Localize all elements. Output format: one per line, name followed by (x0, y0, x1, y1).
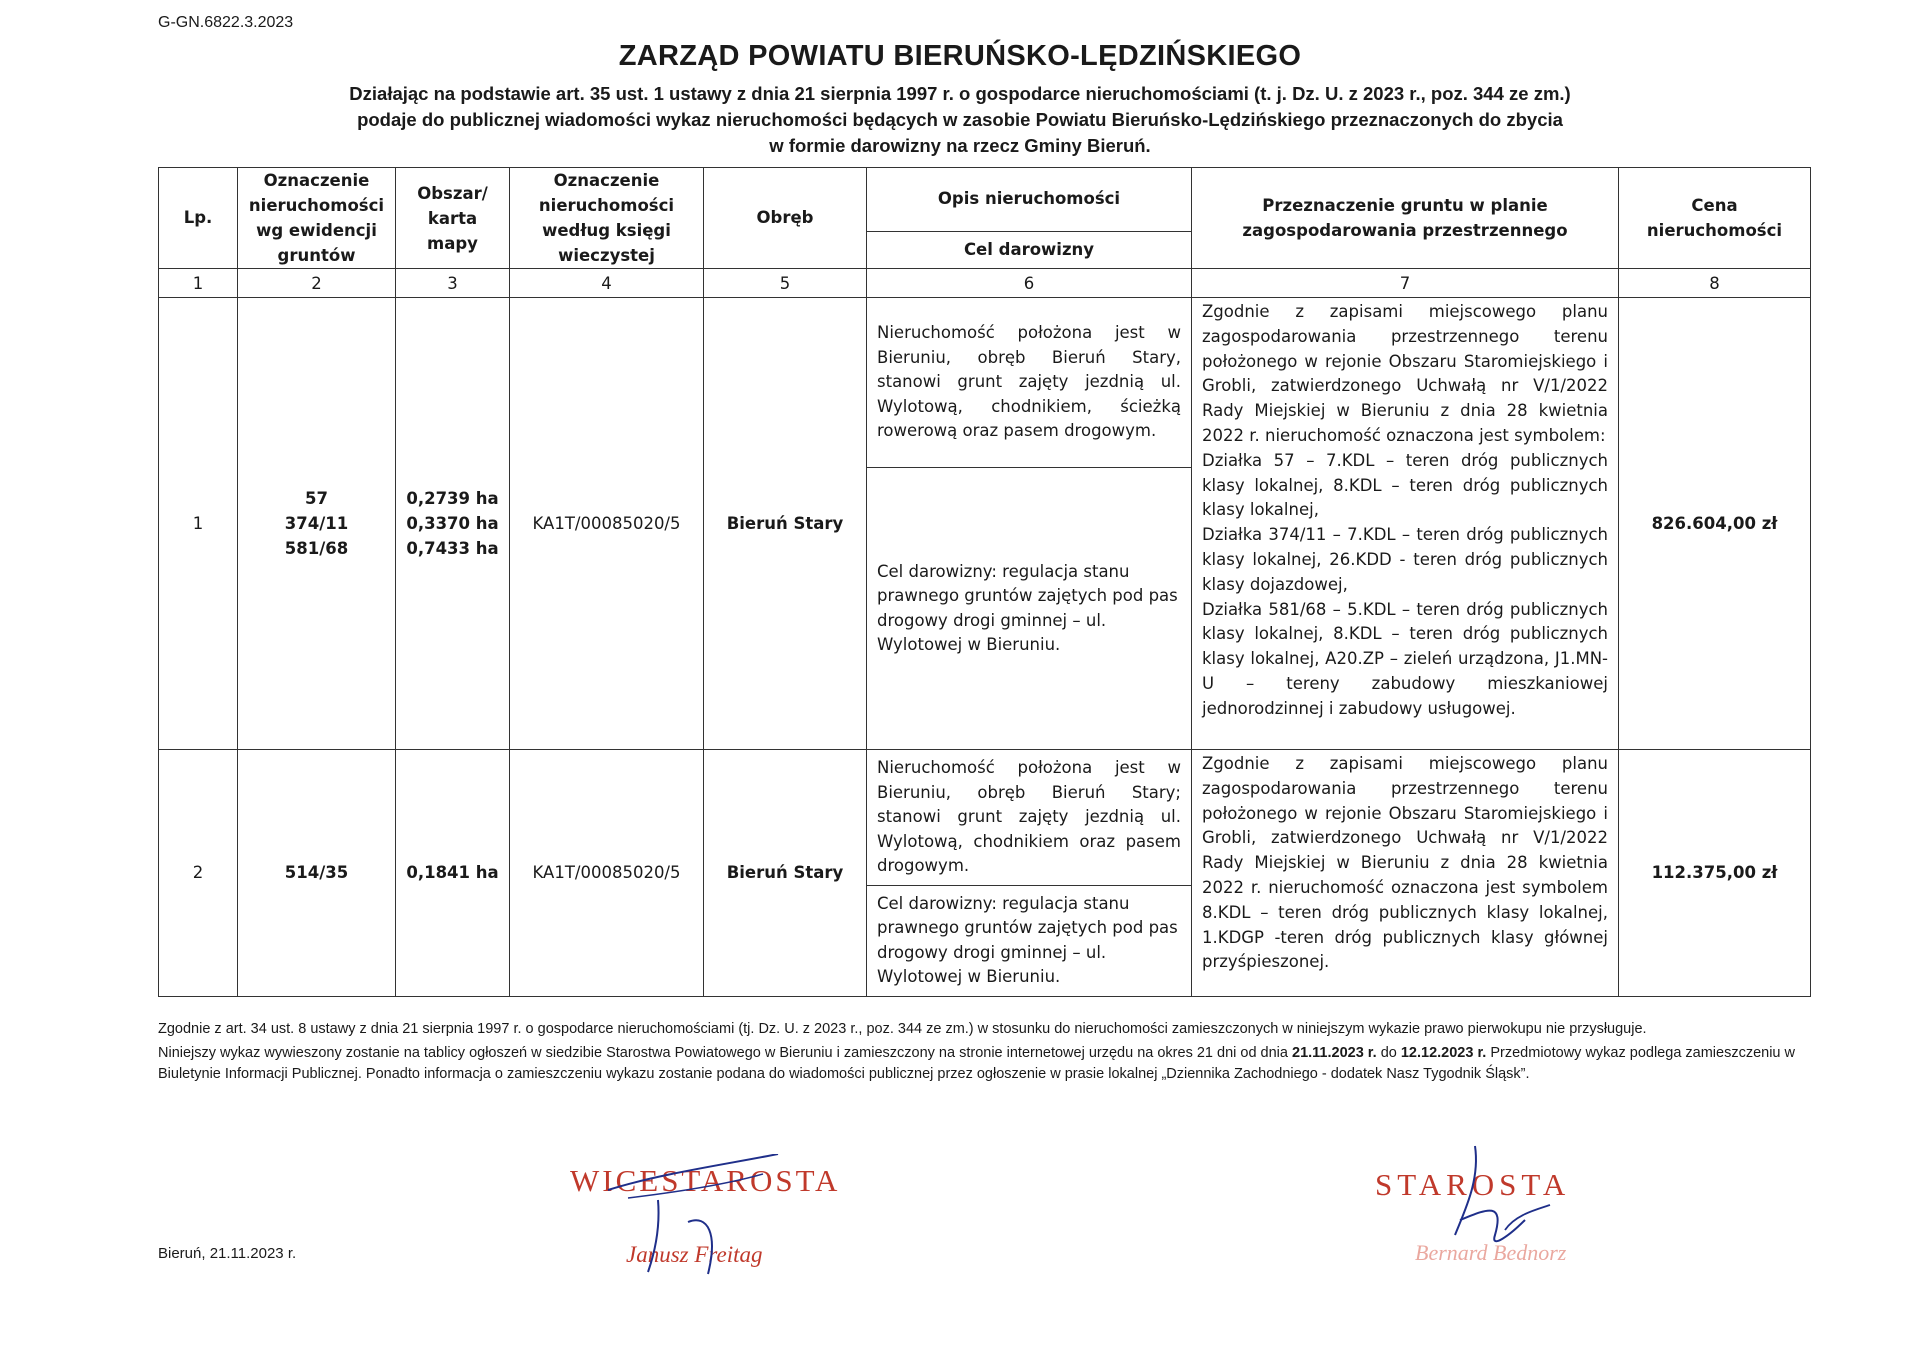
column-number: 6 (867, 269, 1192, 298)
header-cel: Cel darowizny (867, 231, 1192, 268)
row-lp: 2 (159, 750, 238, 997)
place-and-date: Bieruń, 21.11.2023 r. (158, 1245, 297, 1262)
header-cena: Cena nieruchomości (1619, 168, 1811, 269)
row-dzialki: 514/35 (238, 750, 396, 997)
header-przeznaczenie: Przeznaczenie gruntu w planie zagospodarowania przestrzennego (1192, 168, 1619, 269)
header-obreb: Obręb (704, 168, 867, 269)
intro-line: podaje do publicznej wiadomości wykaz nieruchomości będących w zasobie Powiatu Bieruńsko-Lędzińskiego przeznaczonych do zbycia (357, 109, 1563, 130)
row-cel-darowizny: Cel darowizny: regulacja stanu prawnego gruntów zajętych pod pas drogowy drogi gminnej – ul. Wylotowej w Bieruniu. (867, 885, 1192, 996)
header-opis: Opis nieruchomości (867, 168, 1192, 232)
row-ksiega-wieczysta: KA1T/00085020/5 (510, 298, 704, 750)
row-ksiega-wieczysta: KA1T/00085020/5 (510, 750, 704, 997)
column-number: 1 (159, 269, 238, 298)
footer-paragraph: Niniejszy wykaz wywieszony zostanie na tablicy ogłoszeń w siedzibie Starostwa Powiatowego w Bieruniu i zamieszczony na stronie internetowej urzędu na okres 21 dni od dnia 21.11.2023 r. do 12.12.2023 r. Przedmiotowy wykaz podlega zamieszczeniu w Biuletynie Informacji Publicznej. Ponadto informacja o zamieszczeniu wykazu zostanie podana do wiadomości publicznej przez ogłoszenie w prasie lokalnej „Dziennika Zachodniego - dodatek Nasz Tygodnik Śląsk”. (158, 1045, 1795, 1082)
column-number: 2 (238, 269, 396, 298)
column-number: 8 (1619, 269, 1811, 298)
column-number-row (159, 269, 1811, 298)
row-obszar: 0,2739 ha 0,3370 ha 0,7433 ha (396, 298, 510, 750)
column-number: 7 (1192, 269, 1619, 298)
row-cena: 826.604,00 zł (1619, 298, 1811, 750)
row-obreb: Bieruń Stary (704, 298, 867, 750)
header-obszar: Obszar/ karta mapy (396, 168, 510, 269)
stamp-name: Bernard Bednorz (1415, 1240, 1567, 1265)
row-obszar: 0,1841 ha (396, 750, 510, 997)
stamp-title: WICESTAROSTA (570, 1163, 841, 1198)
footer-paragraph: Zgodnie z art. 34 ust. 8 ustawy z dnia 21 sierpnia 1997 r. o gospodarce nieruchomościami (tj. Dz. U. z 2023 r., poz. 344 ze zm.) w stosunku do nieruchomości zamieszczonych w niniejszym wykazie prawo pierwokupu nie przysługuje. (158, 1021, 1647, 1037)
column-number: 4 (510, 269, 704, 298)
row-lp: 1 (159, 298, 238, 750)
row-opis: Nieruchomość położona jest w Bieruniu, obręb Bieruń Stary, stanowi grunt zajęty jezdnią ul. Wylotową, chodnikiem, ścieżką rowerową oraz pasem drogowym. (867, 298, 1192, 468)
header-oznaczenie-ewidencji: Oznaczenie nieruchomości wg ewidencji gruntów (238, 168, 396, 269)
footer-notes (158, 1019, 1798, 1085)
intro-line: Działając na podstawie art. 35 ust. 1 ustawy z dnia 21 sierpnia 1997 r. o gospodarce nieruchomościami (t. j. Dz. U. z 2023 r., poz. 344 ze zm.) (349, 83, 1571, 104)
stamp-title: STAROSTA (1375, 1167, 1571, 1202)
row-opis: Nieruchomość położona jest w Bieruniu, obręb Bieruń Stary; stanowi grunt zajęty jezdnią ul. Wylotową, chodnikiem oraz pasem drogowym. (867, 750, 1192, 886)
intro-line: w formie darowizny na rzecz Gminy Bieruń. (769, 135, 1151, 156)
table-row (159, 298, 1811, 468)
case-reference: G-GN.6822.3.2023 (158, 14, 294, 31)
intro-text (230, 81, 1690, 159)
row-cel-darowizny: Cel darowizny: regulacja stanu prawnego gruntów zajętych pod pas drogowy drogi gminnej – ul. Wylotowej w Bieruniu. (867, 468, 1192, 750)
header-oznaczenie-kw: Oznaczenie nieruchomości według księgi wieczystej (510, 168, 704, 269)
starosta-signature (1365, 1140, 1665, 1280)
property-table (158, 167, 1810, 997)
row-przeznaczenie: Zgodnie z zapisami miejscowego planu zagospodarowania przestrzennego terenu położonego w rejonie Obszaru Staromiejskiego i Grobli, zatwierdzonego Uchwałą nr V/1/2022 Rady Miejskiej w Bieruniu z dnia 28 kwietnia 2022 r. nieruchomość oznaczona jest symbolem: Działka 57 – 7.KDL – teren dróg publicznych klasy lokalnej, 8.KDL – teren dróg publicznych klasy lokalnej, Działka 374/11 – 7.KDL – teren dróg publicznych klasy lokalnej, 26.KDD - teren dróg publicznych klasy dojazdowej, Działka 581/68 – 5.KDL – teren dróg publicznych klasy lokalnej, 8.KDL – teren dróg publicznych klasy lokalnej, A20.ZP – zieleń urządzona, J1.MN-U – tereny zabudowy mieszkaniowej jednorodzinnej i zabudowy usługowej. (1192, 298, 1619, 750)
row-przeznaczenie: Zgodnie z zapisami miejscowego planu zagospodarowania przestrzennego terenu położonego w rejonie Obszaru Staromiejskiego i Grobli, zatwierdzonego Uchwałą nr V/1/2022 Rady Miejskiej w Bieruniu z dnia 28 kwietnia 2022 r. nieruchomość oznaczona jest symbolem 8.KDL – teren dróg publicznych klasy lokalnej, 1.KDGP -teren dróg publicznych klasy głównej przyśpieszonej. (1192, 750, 1619, 997)
stamp-name: Janusz Freitag (626, 1242, 763, 1267)
row-cena: 112.375,00 zł (1619, 750, 1811, 997)
wicestarosta-signature (568, 1154, 858, 1284)
header-lp: Lp. (159, 168, 238, 269)
row-dzialki: 57 374/11 581/68 (238, 298, 396, 750)
document-title: ZARZĄD POWIATU BIERUŃSKO-LĘDZIŃSKIEGO (618, 40, 1302, 72)
row-obreb: Bieruń Stary (704, 750, 867, 997)
column-number: 5 (704, 269, 867, 298)
table-row (159, 750, 1811, 886)
column-number: 3 (396, 269, 510, 298)
